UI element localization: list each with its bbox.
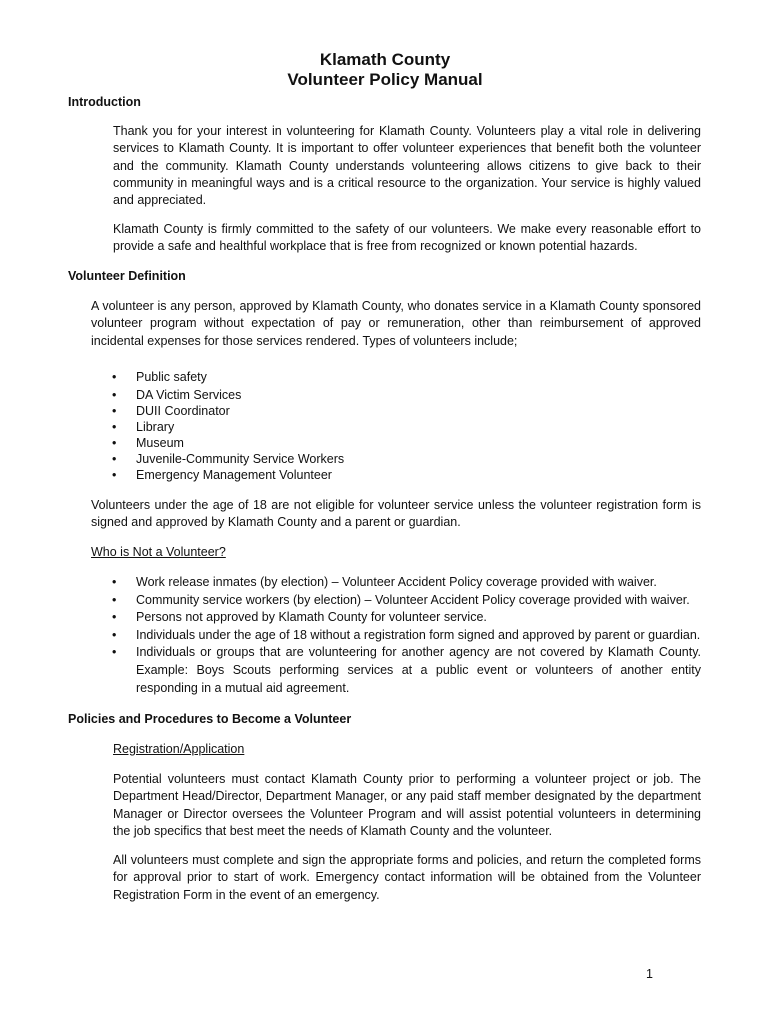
- document-title: Klamath County: [319, 50, 451, 69]
- registration-paragraph-2: All volunteers must complete and sign the appropriate forms and policies, and return the completed forms for approval prior to start of work. Emergency contact information will be obtained from the Volunteer Registration Form in the event of an emergency.: [113, 853, 701, 902]
- document-subtitle: Volunteer Policy Manual: [287, 70, 483, 89]
- introduction-heading: Introduction: [68, 95, 141, 109]
- list-item: • DUII Coordinator: [112, 404, 230, 418]
- list-item: • Public safety: [112, 370, 207, 384]
- introduction-paragraph-2: Klamath County is firmly committed to the safety of our volunteers. We make every reasonable effort to provide a safe and healthful workplace that is free from recognized or known potential hazards.: [113, 222, 701, 254]
- volunteer-definition-paragraph: A volunteer is any person, approved by Klamath County, who donates service in a Klamath County sponsored volunteer program without expectation of pay or remuneration, other than reimbursement of approved incidental expenses for those services rendered. Types of volunteers include;: [91, 299, 701, 348]
- registration-heading: Registration/Application: [113, 742, 245, 756]
- policies-heading: Policies and Procedures to Become a Volunteer: [68, 712, 352, 726]
- age-requirement-paragraph: Volunteers under the age of 18 are not eligible for volunteer service unless the volunteer registration form is signed and approved by Klamath County and a parent or guardian.: [91, 498, 701, 530]
- list-item: • Work release inmates (by election) – Volunteer Accident Policy coverage provided with waiver.: [112, 575, 657, 589]
- volunteer-types-list: [112, 368, 632, 484]
- list-item: • Persons not approved by Klamath County for volunteer service.: [112, 610, 487, 625]
- introduction-paragraph-1: Thank you for your interest in volunteering for Klamath County. Volunteers play a vital role in delivering services to Klamath County. It is important to offer volunteer experiences that benefit both the volunteer and the community. Klamath County understands volunteering allows citizens to give back to their community in meaningful ways and is a critical resource to the organization. Your service is highly valued and appreciated.: [113, 124, 701, 208]
- not-volunteer-heading: Who is Not a Volunteer?: [91, 545, 226, 559]
- page-number: 1: [646, 967, 653, 981]
- not-volunteer-list: [112, 574, 701, 697]
- list-item: • Individuals under the age of 18 without a registration form signed and approved by parent or guardian.: [112, 627, 701, 642]
- volunteer-definition-heading: Volunteer Definition: [68, 269, 186, 283]
- list-item: • Individuals or groups that are volunteering for another agency are not covered by Klamath County. Example: Boys Scouts performing services at a public event or volunteers of another entity responding in a mutual aid agreement.: [112, 645, 701, 695]
- registration-paragraph-1: Potential volunteers must contact Klamath County prior to performing a volunteer project or job. The Department Head/Director, Department Manager, or any paid staff member designated by the department Manager or Director oversees the Volunteer Program and will assist potential volunteers in determining the job specifics that best meet the needs of Klamath County and the volunteer.: [113, 772, 701, 838]
- list-item: • Library: [112, 419, 175, 434]
- list-item: • Juvenile-Community Service Workers: [112, 451, 345, 466]
- list-item: • Emergency Management Volunteer: [112, 467, 332, 482]
- list-item: • Museum: [112, 435, 184, 450]
- list-item: • Community service workers (by election) – Volunteer Accident Policy coverage provided with waiver.: [112, 592, 690, 607]
- list-item: • DA Victim Services: [112, 388, 242, 402]
